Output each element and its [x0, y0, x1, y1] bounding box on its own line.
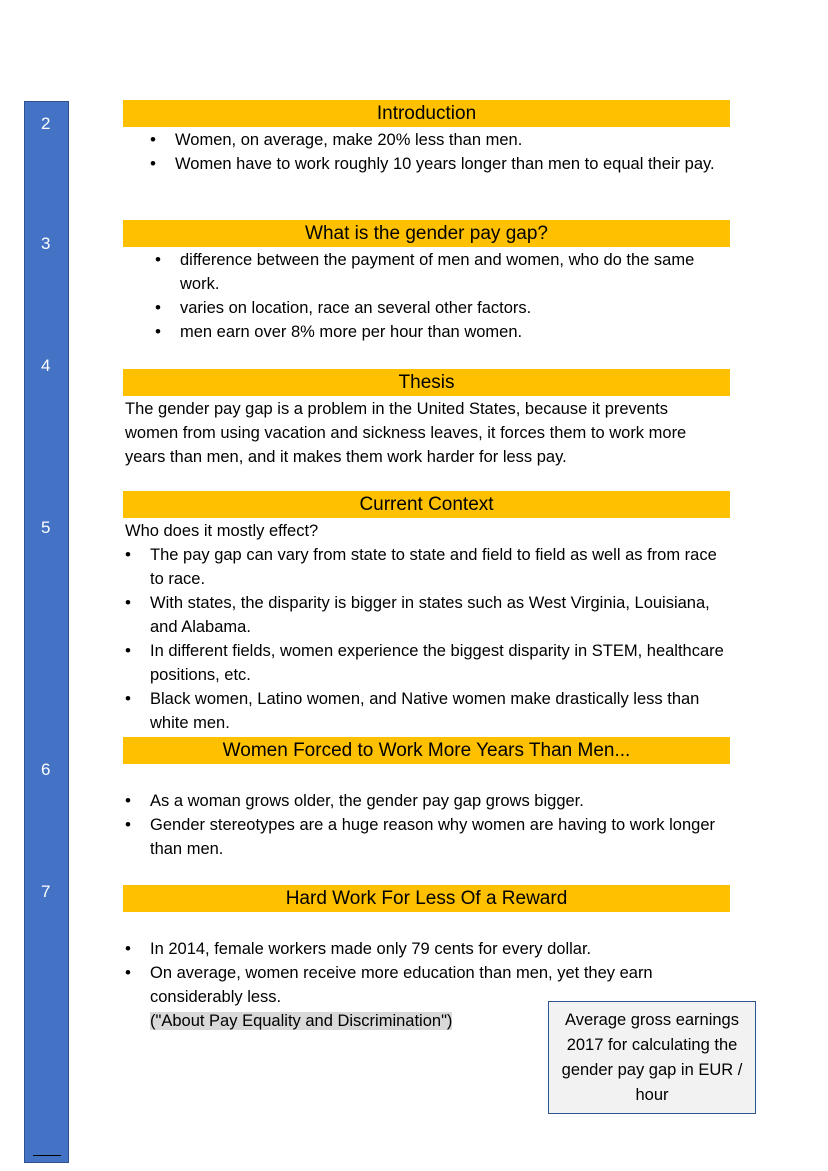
list-item: • Black women, Latino women, and Native women make drastically less than white men. — [123, 687, 728, 735]
list-item: • men earn over 8% more per hour than women. — [153, 320, 713, 344]
list-item: • Women have to work roughly 10 years longer than men to equal their pay. — [148, 152, 718, 176]
page-number: 5 — [41, 518, 51, 537]
page-number: 6 — [41, 760, 51, 779]
page-number: 4 — [41, 356, 51, 375]
list-item: • With states, the disparity is bigger in states such as West Virginia, Louisiana, and Alabama. — [123, 591, 728, 639]
context-question: Who does it mostly effect? — [125, 522, 319, 540]
list-item: • Gender stereotypes are a huge reason why women are having to work longer than men. — [123, 813, 723, 861]
introduction-list — [148, 128, 718, 176]
list-item: • As a woman grows older, the gender pay gap grows bigger. — [123, 789, 723, 813]
list-item: • difference between the payment of men and women, who do the same work. — [153, 248, 713, 296]
thesis-heading: Thesis — [123, 369, 730, 396]
list-item: • varies on location, race an several other factors. — [153, 296, 713, 320]
definition-heading: What is the gender pay gap? — [123, 220, 730, 247]
earnings-callout: Average gross earnings 2017 for calculating the gender pay gap in EUR / hour — [548, 1001, 756, 1114]
years-heading: Women Forced to Work More Years Than Men... — [123, 737, 730, 764]
citation-text: ("About Pay Equality and Discrimination") — [150, 1012, 453, 1030]
page-number: 7 — [41, 882, 51, 901]
reward-heading: Hard Work For Less Of a Reward — [123, 885, 730, 912]
footer-line — [33, 1155, 61, 1156]
page-number: 3 — [41, 234, 51, 253]
list-item: • In different fields, women experience the biggest disparity in STEM, healthcare positions, etc. — [123, 639, 728, 687]
page-number: 2 — [41, 114, 51, 133]
introduction-heading: Introduction — [123, 100, 730, 127]
years-list — [123, 789, 723, 861]
reward-list — [123, 937, 723, 1009]
thesis-text: The gender pay gap is a problem in the United States, because it prevents women from using vacation and sickness leaves, it forces them to work more years than men, and it makes them work harder for less pay. — [125, 400, 687, 466]
context-list — [123, 543, 728, 735]
context-heading: Current Context — [123, 491, 730, 518]
list-item: • Women, on average, make 20% less than men. — [148, 128, 718, 152]
sidebar — [24, 101, 69, 1163]
citation — [150, 1009, 452, 1033]
definition-list — [153, 248, 713, 344]
list-item: • In 2014, female workers made only 79 cents for every dollar. — [123, 937, 723, 961]
list-item: • On average, women receive more education than men, yet they earn considerably less. — [123, 961, 723, 1009]
list-item: • The pay gap can vary from state to state and field to field as well as from race to race. — [123, 543, 728, 591]
